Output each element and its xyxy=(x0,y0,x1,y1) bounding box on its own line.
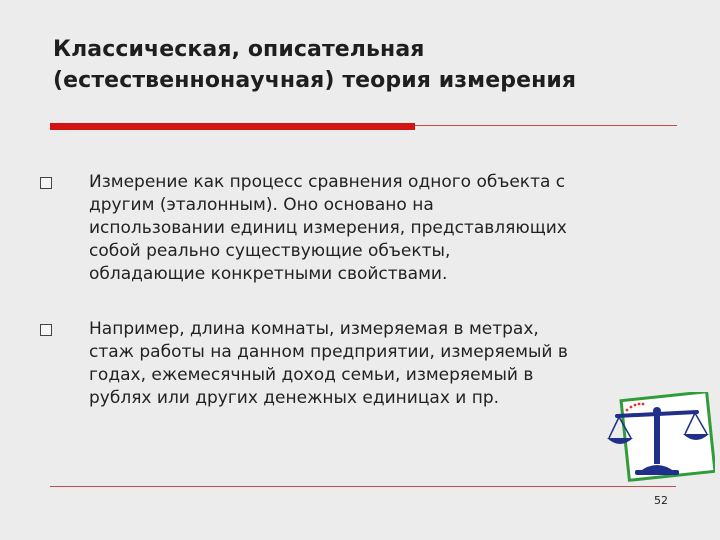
paragraph-1-line-4: собой реально существующие объекты, xyxy=(89,241,451,261)
bullet-paragraph-1 xyxy=(89,171,679,286)
paragraph-1-line-2: другим (эталонным). Оно основано на xyxy=(89,195,434,215)
scales-icon xyxy=(605,392,715,484)
paragraph-2-line-3: годах, ежемесячный доход семьи, измеряемый в xyxy=(89,365,534,385)
footer-rule xyxy=(50,486,676,487)
paragraph-1-line-1: Измерение как процесс сравнения одного объекта с xyxy=(89,172,566,192)
paragraph-2-line-1: Например, длина комнаты, измеряемая в метрах, xyxy=(89,319,539,339)
title-line-1: Классическая, описательная xyxy=(53,37,425,62)
bullet-paragraph-2 xyxy=(89,318,679,410)
title-underline-thin xyxy=(415,125,677,126)
paragraph-1-line-3: использовании единиц измерения, представляющих xyxy=(89,218,567,238)
paragraph-2-line-2: стаж работы на данном предприятии, измеряемый в xyxy=(89,342,568,362)
paragraph-1-line-5: обладающие конкретными свойствами. xyxy=(89,264,448,284)
bullet-square-icon xyxy=(40,177,52,189)
bullet-square-icon xyxy=(40,324,52,336)
title-line-2: (естественнонаучная) теория измерения xyxy=(53,68,577,93)
paragraph-2-line-4: рублях или других денежных единицах и пр. xyxy=(89,388,500,408)
title-underline-thick xyxy=(50,123,415,130)
page-number: 52 xyxy=(654,494,668,507)
slide-title xyxy=(53,34,693,96)
